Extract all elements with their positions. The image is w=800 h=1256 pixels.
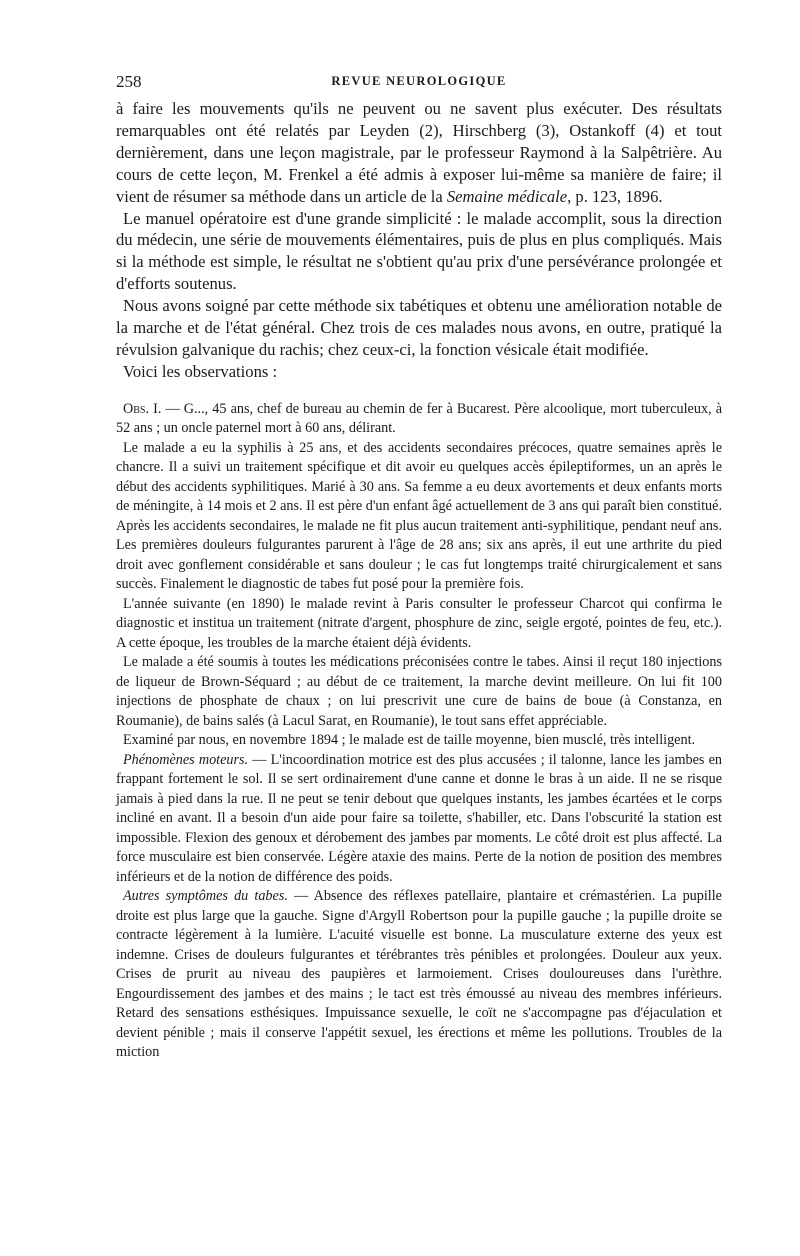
intro-section: [116, 98, 722, 383]
journal-title: Semaine médicale: [446, 186, 568, 206]
running-title: REVUE NEUROLOGIQUE: [331, 74, 507, 88]
observation-label: Obs. I.: [123, 400, 162, 417]
intro-paragraph-2: Le manuel opératoire est d'une grande simplicité : le malade accomplit, sous la direction du médecin, une série de mouvements élémentaires, puis de plus en plus compliqués. Mais si la méthode est simple, le résultat ne s'obtient qu'au prix d'une persévérance prolongée et d'efforts soutenus.: [116, 208, 722, 294]
other-symptoms-text: — Absence des réflexes patellaire, plantaire et crémastérien. La pupille droite est plus large que la gauche. Signe d'Argyll Robertson pour la pupille gauche ; la pupille droite se contracte légèrement à la lumière. L'acuité visuelle est bonne. La musculature externe des yeux est indemne. Crises de douleurs fulgurantes et térébrantes très pénibles et prolongées. Douleur aux yeux. Crises de prurit au niveau des paupières et larmoiement. Crises douloureuses dans l'urèthre. Engourdissement des jambes et des mains ; le tact est très émoussé au niveau des membres inférieurs. Retard des sensations esthésiques. Impuissance sexuelle, le coït ne s'accompagne pas d'éjaculation et devient pénible ; mais il conserve l'appétit sexuel, les érections et même les pollutions. Troubles de la miction: [116, 888, 722, 1061]
motor-phenomena-title: Phénomènes moteurs.: [123, 751, 249, 768]
page-number: 258: [116, 72, 142, 91]
intro-paragraph-3: Nous avons soigné par cette méthode six tabétiques et obtenu une amélioration notable de la marche et de l'état général. Chez trois de ces malades nous avons, en outre, pratiqué la révulsion galvanique du rachis; chez ceux-ci, la fonction vésicale était modifiée.: [116, 296, 722, 359]
page-header: [116, 72, 722, 96]
observation-paragraph-2: Le malade a eu la syphilis à 25 ans, et des accidents secondaires précoces, quatre semaines après le chancre. Il a suivi un traitement spécifique et dit avoir eu quelques accès épileptiformes, un an après le début des accidents syphilitiques. Marié à 30 ans. Sa femme a eu deux avortements et deux enfants morts de méningite, à 14 mois et 2 ans. Il est père d'un enfant âgé actuellement de 3 ans qui paraît bien constitué. Après les accidents secondaires, le malade ne fit plus aucun traitement anti-syphilitique, pendant neuf ans. Les premières douleurs fulgurantes parurent à l'âge de 28 ans; six ans après, il eut une arthrite du pied droit avec gonflement considérable et sans douleur ; le cas fut longtemps traité chirurgicalement et sans succès. Finalement le diagnostic de tabes fut posé pour la première fois.: [116, 439, 722, 593]
observation-heading-paragraph: [116, 400, 722, 439]
other-symptoms-title: Autres symptômes du tabes.: [123, 888, 288, 905]
page-body: [116, 98, 722, 1063]
intro-p1-end: , p. 123, 1896.: [567, 186, 663, 206]
observation-paragraph-4: Le malade a été soumis à toutes les médications préconisées contre le tabes. Ainsi il reçut 180 injections de liqueur de Brown-Séquard ; au début de ce traitement, la marche devint meilleure. On lui fit 100 injections de phosphate de chaux ; on lui prescrivit une cure de bains de boue (à Constanza, en Roumanie), de bains salés (à Lacul Sarat, en Roumanie), le tout sans effet appréciable.: [116, 654, 722, 729]
motor-phenomena-paragraph: [116, 751, 722, 888]
observation-intro: — G..., 45 ans, chef de bureau au chemin de fer à Bucarest. Père alcoolique, mort tuberculeux, à 52 ans ; un oncle paternel mort à 60 ans, délirant.: [116, 400, 722, 437]
observation-section: [116, 400, 722, 1063]
observation-paragraph-5: Examiné par nous, en novembre 1894 ; le malade est de taille moyenne, bien musclé, très intelligent.: [123, 732, 696, 749]
intro-p1-text: à faire les mouvements qu'ils ne peuvent ou ne savent plus exécuter. Des résultats remarquables ont été relatés par Leyden (2), Hirschberg (3), Ostankoff (4) et tout dernièrement, dans une leçon magistrale, par le professeur Raymond à la Salpêtrière. Au cours de cette leçon, M. Frenkel a été admis à exposer lui-même sa manière de faire; il vient de résumer sa méthode dans un article de la: [116, 99, 722, 206]
other-symptoms-paragraph: [116, 887, 722, 1063]
motor-phenomena-text: — L'incoordination motrice est des plus accusées ; il talonne, lance les jambes en frappant fortement le sol. Il se sert ordinairement d'une canne et donne le bras à un aide. Il ne se risque jamais à pied dans la rue. Il ne peut se tenir debout que quelques instants, les jambes écartées et le corps incliné en avant. Il a besoin d'un aide pour faire sa toilette, s'habiller, etc. Dans l'obscurité la station est impossible. Flexion des genoux et dérobement des jambes par moments. Le côté droit est plus affecté. La force musculaire est bien conservée. Légère ataxie des mains. Perte de la notion de position des membres inférieurs et de la notion de différence des poids.: [116, 751, 722, 885]
intro-paragraph-1: [116, 98, 722, 208]
intro-paragraph-4: Voici les observations :: [123, 361, 278, 381]
observation-paragraph-3: L'année suivante (en 1890) le malade revint à Paris consulter le professeur Charcot qui confirma le diagnostic et institua un traitement (nitrate d'argent, phosphure de zinc, seigle ergoté, pointes de feu, etc.). A cette époque, les troubles de la marche étaient déjà évidents.: [116, 595, 722, 651]
